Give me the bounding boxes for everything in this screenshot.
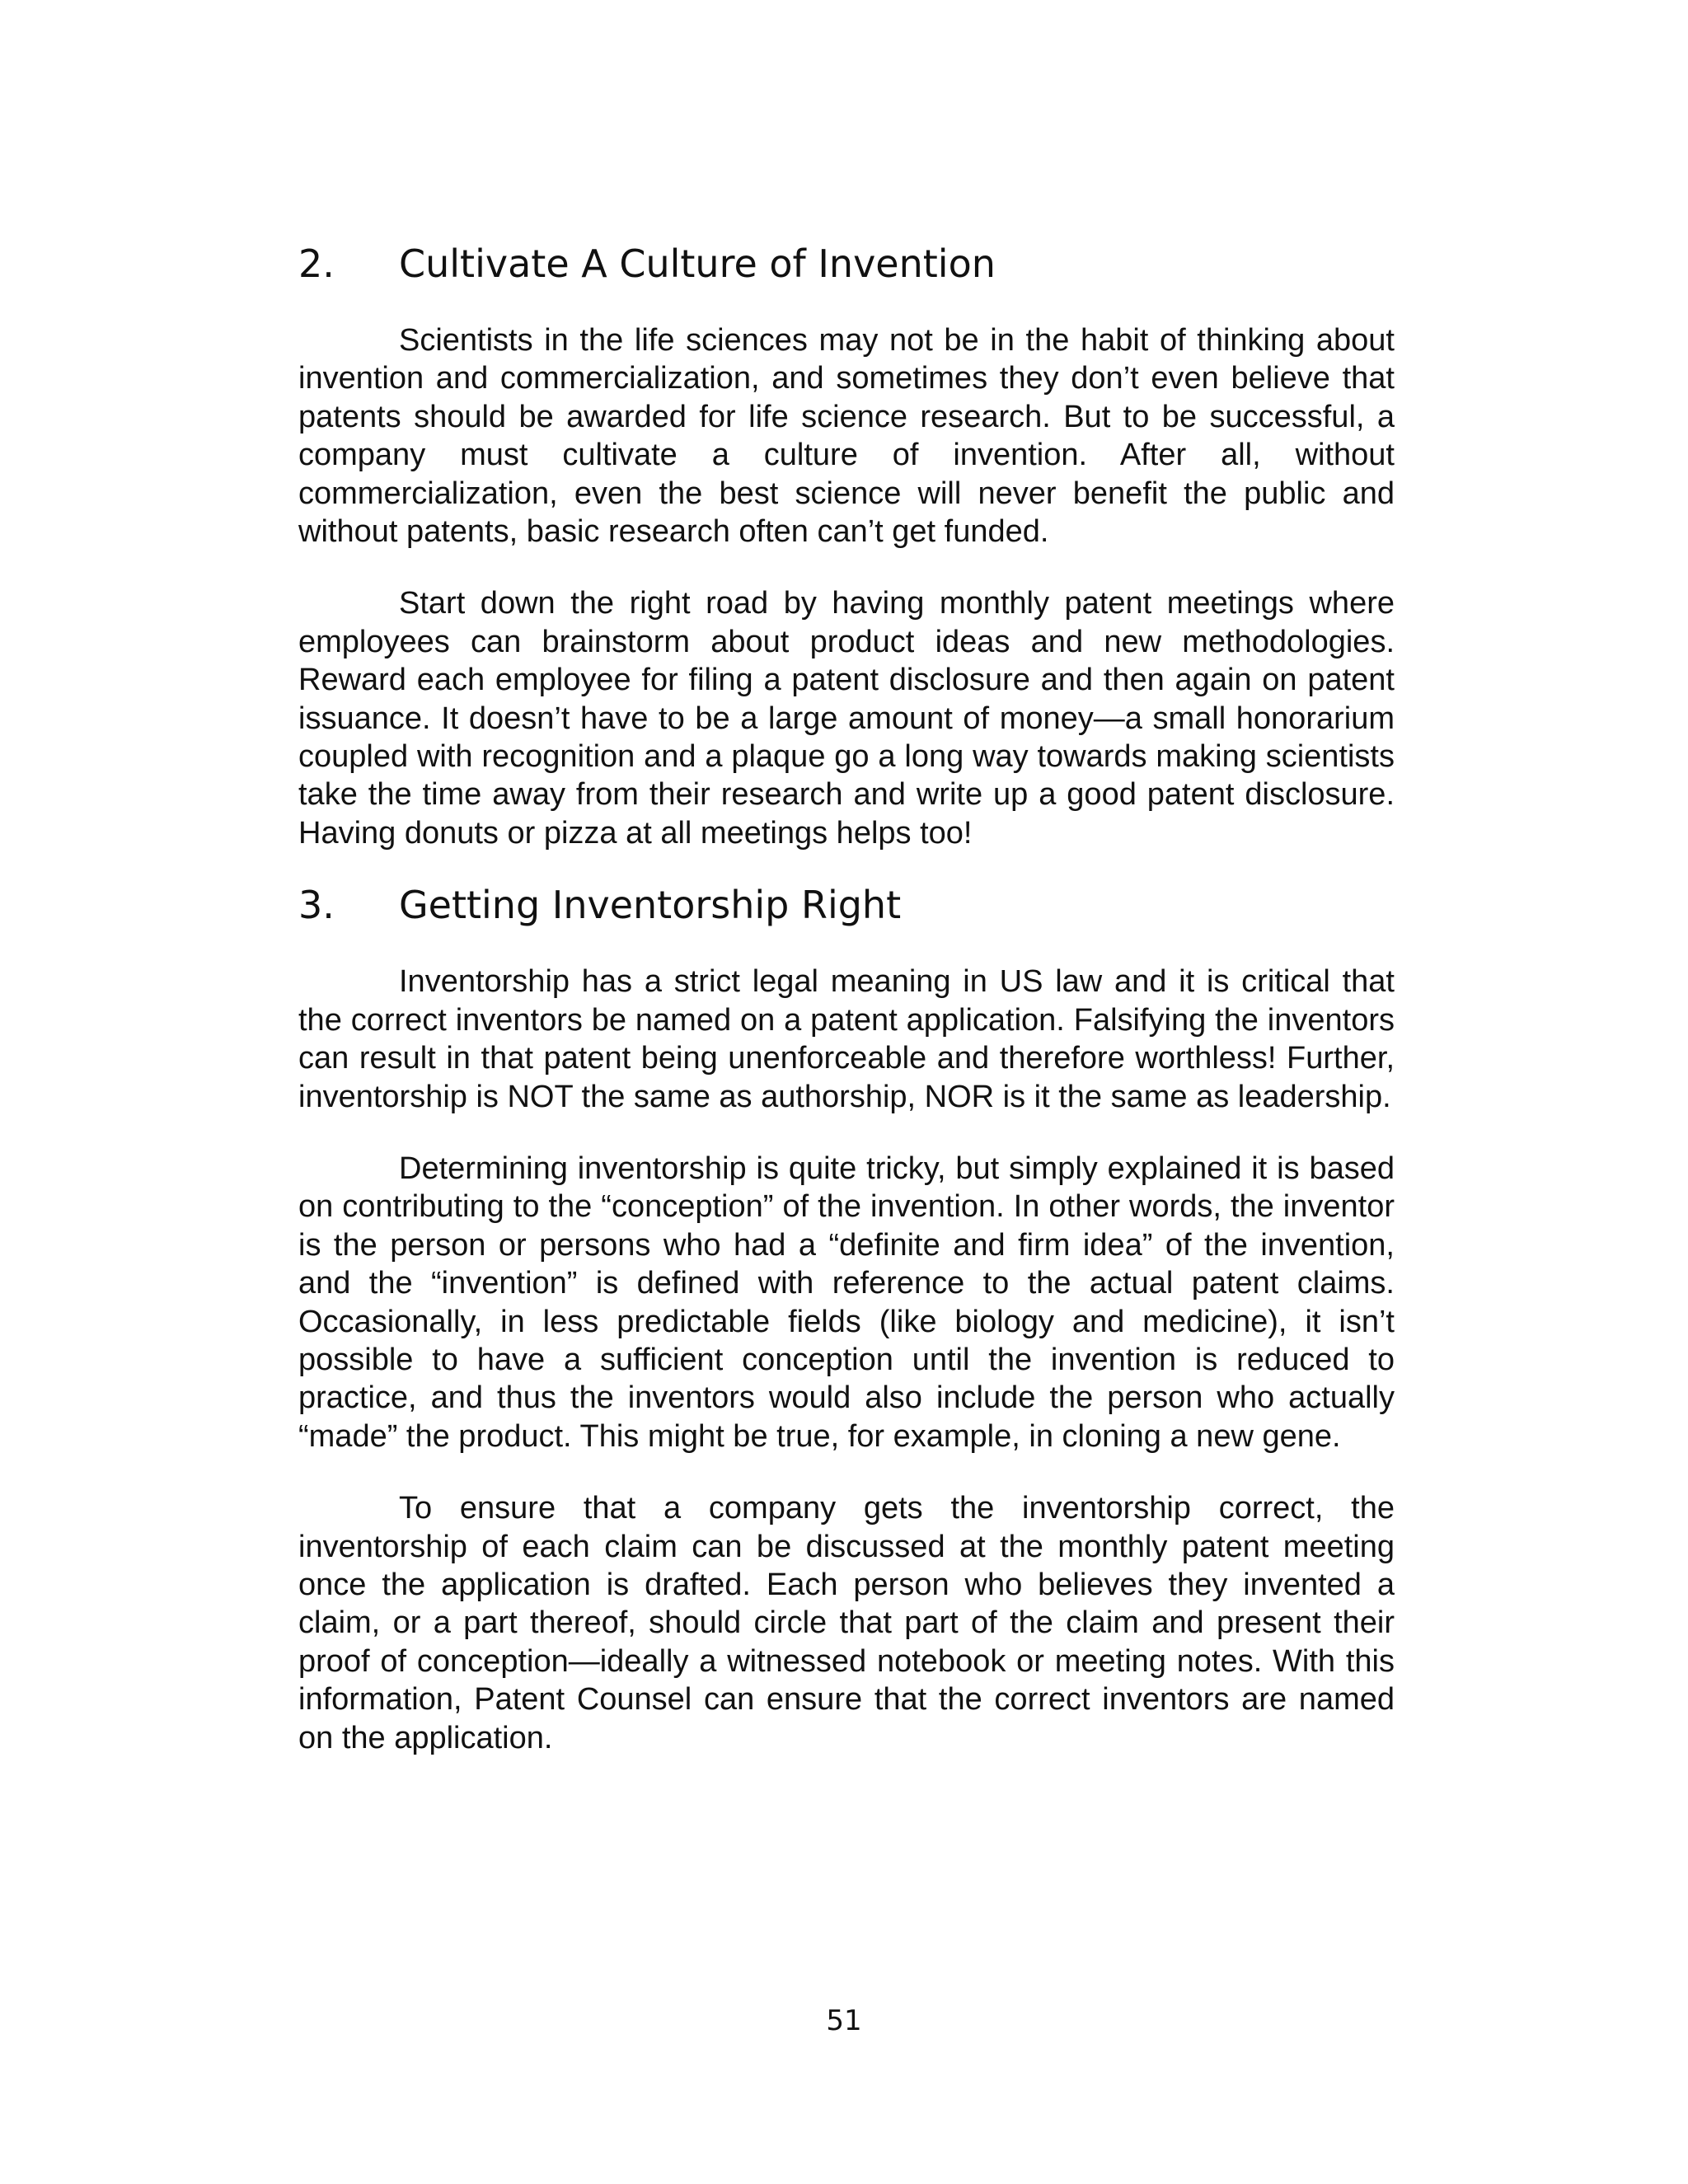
paragraph: Scientists in the life sciences may not be in the habit of thinking about invention and commercialization, and sometimes they don’t even believe that patents should be awarded for life science research. But to be successful, a company must cultivate a culture of invention. After all, without commercialization, even the best science will never benefit the public and without patents, basic research often can’t get funded. (298, 323, 1395, 550)
paragraph: Start down the right road by having monthly patent meetings where employees can brainstorm about product ideas and new methodologies. Reward each employee for filing a patent disclosure and then again on patent issuance. It doesn’t have to be a large amount of money—a small honorarium coupled with recognition and a plaque go a long way towards making scientists take the time away from their research and write up a good patent disclosure. Having donuts or pizza at all meetings helps too! (298, 586, 1395, 851)
paragraph: Determining inventorship is quite tricky, but simply explained it is based on contributing to the “conception” of the invention. In other words, the inventor is the person or persons who had a “definite and firm idea” of the invention, and the “invention” is defined with reference to the actual patent claims. Occasionally, in less predictable fields (like biology and medicine), it isn’t possible to have a sufficient conception until the invention is reduced to practice, and thus the inventors would also include the person who actually “made” the product. This might be true, for example, in cloning a new gene. (298, 1151, 1395, 1454)
page-number: 51 (826, 2004, 862, 2037)
section-heading-2 (298, 239, 1395, 288)
page-content (298, 239, 1395, 1757)
paragraph: To ensure that a company gets the inventorship correct, the inventorship of each claim can be discussed at the monthly patent meeting once the application is drafted. Each person who believes they invented a claim, or a part thereof, should circle that part of the claim and present their proof of conception—ideally a witnessed notebook or meeting notes. With this information, Patent Counsel can ensure that the correct inventors are named on the application. (298, 1491, 1395, 1755)
section-title: Cultivate A Culture of Invention (399, 241, 996, 286)
section-number: 3. (298, 883, 335, 928)
paragraph: Inventorship has a strict legal meaning in US law and it is critical that the correct inventors be named on a patent application. Falsifying the inventors can result in that patent being unenforceable and therefore worthless! Further, inventorship is NOT the same as authorship, NOR is it the same as leadership. (298, 964, 1395, 1114)
section-heading-3 (298, 880, 1395, 930)
section-title: Getting Inventorship Right (399, 883, 902, 928)
section-number: 2. (298, 241, 335, 286)
